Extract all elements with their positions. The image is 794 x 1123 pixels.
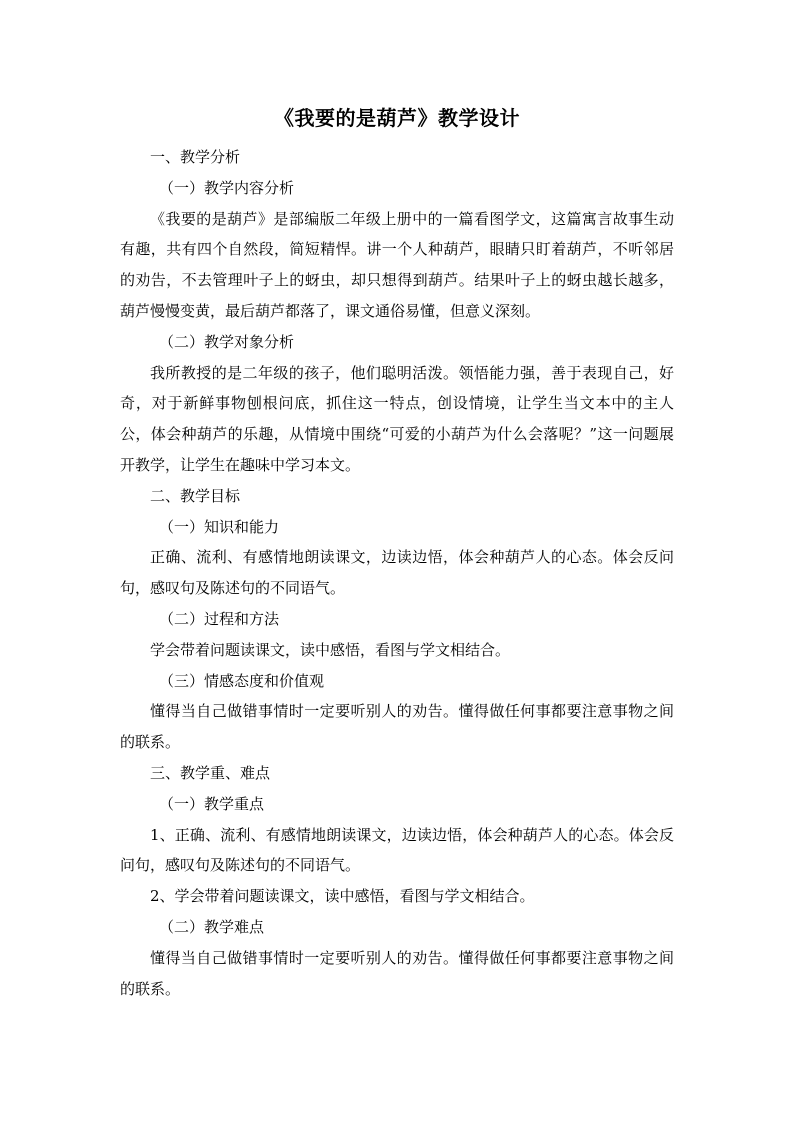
paragraph-difficulty: 懂得当自己做错事情时一定要听别人的劝告。懂得做任何事都要注意事物之间的联系。 (120, 948, 674, 998)
section-heading-key-points: 三、教学重、难点 (150, 763, 271, 782)
paragraph-audience-analysis: 我所教授的是二年级的孩子，他们聪明活泼。领悟能力强，善于表现自己，好奇，对于新鲜事物刨根问底，抓住这一特点，创设情境，让学生当文本中的主人公，体会种葫芦的乐趣，从情境中围绕“可爱的小葫芦为什么会落呢？”这一问题展开教学，让学生在趣味中学习本文。 (120, 363, 674, 474)
paragraph-knowledge-ability: 正确、流利、有感情地朗读课文，边读边悟，体会种葫芦人的心态。体会反问句，感叹句及陈述句的不同语气。 (120, 548, 674, 598)
document-title: 《我要的是葫芦》教学设计 (274, 106, 520, 130)
list-item-focus-1: 1、正确、流利、有感情地朗读课文，边读边悟，体会种葫芦人的心态。体会反问句，感叹句及陈述句的不同语气。 (120, 825, 674, 875)
subheading-process-method: （二）过程和方法 (159, 609, 280, 628)
document-page (120, 103, 674, 1004)
subheading-knowledge-ability: （一）知识和能力 (159, 517, 280, 536)
list-item-focus-2: 2、学会带着问题读课文，读中感悟，看图与学文相结合。 (150, 887, 535, 906)
subheading-audience-analysis: （二）教学对象分析 (159, 332, 295, 351)
subheading-focus: （一）教学重点 (159, 794, 265, 813)
section-heading-analysis: 一、教学分析 (150, 148, 241, 166)
subheading-emotion-values: （三）情感态度和价值观 (159, 671, 325, 690)
subheading-difficulty: （二）教学难点 (159, 917, 265, 936)
section-heading-objectives: 二、教学目标 (150, 486, 241, 505)
paragraph-process-method: 学会带着问题读课文，读中感悟，看图与学文相结合。 (150, 640, 511, 659)
paragraph-emotion-values: 懂得当自己做错事情时一定要听别人的劝告。懂得做任何事都要注意事物之间的联系。 (120, 702, 674, 752)
paragraph-content-analysis: 《我要的是葫芦》是部编版二年级上册中的一篇看图学文，这篇寓言故事生动有趣，共有四个自然段，简短精悍。讲一个人种葫芦，眼睛只盯着葫芦，不听邻居的劝告，不去管理叶子上的蚜虫，却只想得到葫芦。结果叶子上的蚜虫越长越多，葫芦慢慢变黄，最后葫芦都落了，课文通俗易懂，但意义深刻。 (120, 209, 674, 320)
subheading-content-analysis: （一）教学内容分析 (159, 178, 295, 197)
